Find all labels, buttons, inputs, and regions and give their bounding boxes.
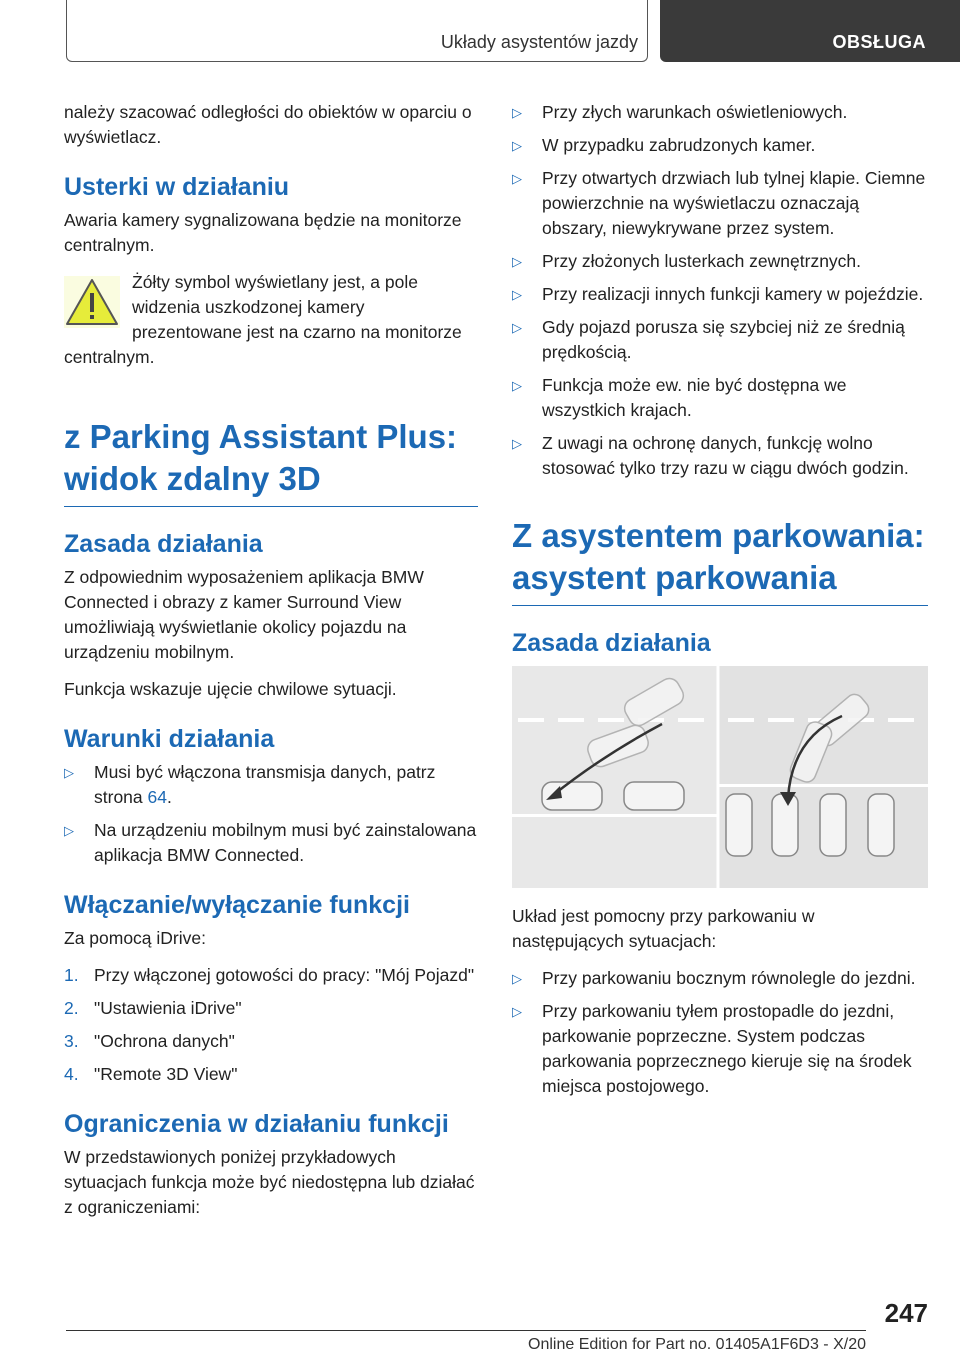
zasada-paragraph-2: Funkcja wskazuje ujęcie chwilowe sytuacji. bbox=[64, 679, 397, 699]
header-section-title: Układy asystentów jazdy bbox=[440, 32, 638, 52]
main-heading: Z asystentem parkowania: asystent parkowania bbox=[512, 517, 925, 596]
limitations-list bbox=[512, 100, 928, 481]
list-item-text: Przy otwartych drzwiach lub tylnej klapie. Ciemne powierzchnie na wyświetlaczu oznaczają obszary, niewykrywane przez system. bbox=[542, 168, 926, 238]
bullet-triangle-icon: ▷ bbox=[512, 138, 522, 153]
list-item-text: Funkcja może ew. nie być dostępna we wszystkich krajach. bbox=[542, 375, 847, 420]
step-number: 1. bbox=[64, 965, 79, 985]
steps-list bbox=[64, 963, 478, 1087]
list-item bbox=[512, 166, 928, 241]
zasada-heading: Zasada działania bbox=[512, 629, 711, 657]
list-item bbox=[512, 373, 928, 423]
bullet-triangle-icon: ▷ bbox=[512, 1004, 522, 1019]
header-tab-label: OBSŁUGA bbox=[832, 32, 926, 52]
bullet-triangle-icon: ▷ bbox=[512, 105, 522, 120]
list-item-text: Przy złożonych lusterkach zewnętrznych. bbox=[542, 251, 862, 271]
list-item-text: Przy realizacji innych funkcji kamery w pojeździe. bbox=[542, 284, 924, 304]
step-number: 4. bbox=[64, 1064, 79, 1084]
step-item bbox=[64, 1062, 478, 1087]
zasada-paragraph: Układ jest pomocny przy parkowaniu w następujących sytuacjach: bbox=[512, 906, 815, 951]
list-item bbox=[512, 431, 928, 481]
step-text: "Ustawienia iDrive" bbox=[94, 998, 242, 1018]
ograniczenia-paragraph: W przedstawionych poniżej przykładowych sytuacjach funkcja może być niedostępna lub działać z ograniczeniami: bbox=[64, 1147, 475, 1217]
list-item-text: Przy parkowaniu tyłem prostopadle do jezdni, parkowanie poprzeczne. System podczas parkowania poprzecznego kieruje się na środek miejsca postojowego. bbox=[542, 1001, 912, 1096]
warunki-heading: Warunki działania bbox=[64, 725, 275, 753]
page-number: 247 bbox=[884, 1298, 928, 1328]
zasada-paragraph-1: Z odpowiednim wyposażeniem aplikacja BMW Connected i obrazy z kamer Surround View umożliwiają wyświetlanie okolicy pojazdu na urządzeniu mobilnym. bbox=[64, 567, 424, 662]
list-item bbox=[512, 133, 928, 158]
list-item-text: Musi być włączona transmisja danych, patrz strona 64. bbox=[94, 762, 436, 807]
step-number: 3. bbox=[64, 1031, 79, 1051]
bullet-triangle-icon: ▷ bbox=[512, 287, 522, 302]
footer-divider bbox=[66, 1330, 866, 1331]
footer-edition: Online Edition for Part no. 01405A1F6D3 - X/20 bbox=[528, 1336, 866, 1353]
wlaczanie-paragraph: Za pomocą iDrive: bbox=[64, 928, 206, 948]
list-item bbox=[512, 315, 928, 365]
warning-text: Żółty symbol wyświetlany jest, a pole widzenia uszkodzonej kamery prezentowane jest na czarno na monitorze centralnym. bbox=[64, 272, 462, 367]
main-heading-block bbox=[512, 515, 928, 606]
step-item bbox=[64, 1029, 478, 1054]
step-text: "Remote 3D View" bbox=[94, 1064, 238, 1084]
zasada-heading: Zasada działania bbox=[64, 530, 263, 558]
bullet-triangle-icon: ▷ bbox=[512, 171, 522, 186]
step-text: Przy włączonej gotowości do pracy: "Mój Pojazd" bbox=[94, 965, 475, 985]
step-item bbox=[64, 963, 478, 988]
list-item-text: Na urządzeniu mobilnym musi być zainstalowana aplikacja BMW Connected. bbox=[94, 820, 477, 865]
page-link-64[interactable]: 64 bbox=[147, 787, 167, 807]
step-text: "Ochrona danych" bbox=[94, 1031, 235, 1051]
usterki-heading: Usterki w działaniu bbox=[64, 173, 290, 201]
list-item bbox=[64, 818, 478, 868]
bullet-triangle-icon: ▷ bbox=[512, 436, 522, 451]
list-item-text: Gdy pojazd porusza się szybciej niż ze średnią prędkością. bbox=[542, 317, 905, 362]
bullet-triangle-icon: ▷ bbox=[512, 378, 522, 393]
bullet-triangle-icon: ▷ bbox=[512, 320, 522, 335]
warning-triangle-icon bbox=[64, 276, 120, 328]
list-item-text: Przy złych warunkach oświetleniowych. bbox=[542, 102, 848, 122]
bullet-triangle-icon: ▷ bbox=[64, 823, 74, 838]
list-item-text: Przy parkowaniu bocznym równolegle do jezdni. bbox=[542, 968, 916, 988]
warunki-list bbox=[64, 760, 478, 868]
step-item bbox=[64, 996, 478, 1021]
list-item bbox=[512, 966, 928, 991]
usterki-paragraph: Awaria kamery sygnalizowana będzie na monitorze centralnym. bbox=[64, 210, 462, 255]
list-item-text: Z uwagi na ochronę danych, funkcję wolno stosować tylko trzy razu w ciągu dwóch godzin. bbox=[542, 433, 909, 478]
main-heading: z Parking Assistant Plus: widok zdalny 3D bbox=[64, 418, 458, 497]
list-item bbox=[512, 249, 928, 274]
list-item bbox=[512, 100, 928, 125]
intro-paragraph: należy szacować odległości do obiektów w oparciu o wyświetlacz. bbox=[64, 102, 472, 147]
left-column bbox=[64, 100, 478, 1232]
wlaczanie-heading: Włączanie/wyłączanie funkcji bbox=[64, 891, 410, 919]
bullet-triangle-icon: ▷ bbox=[64, 765, 74, 780]
parking-list bbox=[512, 966, 928, 1099]
list-item bbox=[512, 999, 928, 1099]
parking-illustration bbox=[512, 666, 928, 888]
step-number: 2. bbox=[64, 998, 79, 1018]
right-column bbox=[512, 100, 928, 1107]
list-item bbox=[64, 760, 478, 810]
ograniczenia-heading: Ograniczenia w działaniu funkcji bbox=[64, 1110, 449, 1138]
warning-note bbox=[64, 270, 478, 382]
list-item bbox=[512, 282, 928, 307]
bullet-triangle-icon: ▷ bbox=[512, 971, 522, 986]
bullet-triangle-icon: ▷ bbox=[512, 254, 522, 269]
list-item-text: W przypadku zabrudzonych kamer. bbox=[542, 135, 816, 155]
main-heading-block bbox=[64, 416, 478, 507]
